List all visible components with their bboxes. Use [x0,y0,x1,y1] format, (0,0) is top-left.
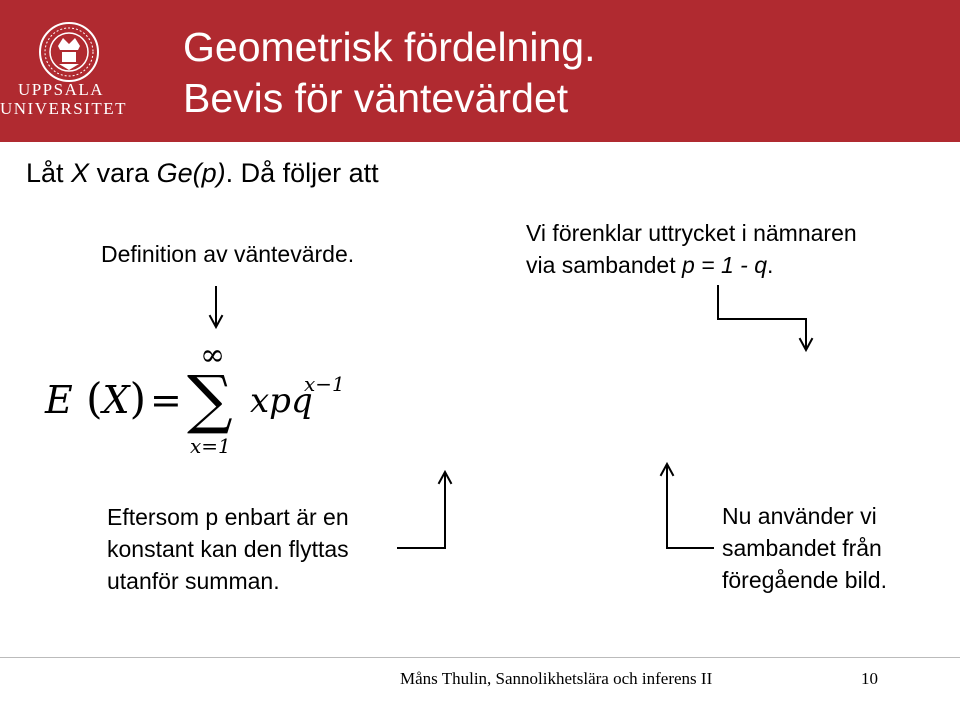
logo-text-uppsala: UPPSALA [17,80,105,99]
footer-author-course: Måns Thulin, Sannolikhetslära och inferens II [400,669,713,688]
formula-exponent: x−1 [304,372,345,396]
slide-title-line1: Geometrisk fördelning. [183,24,596,70]
formula-sum-lower: x=1 [190,434,231,458]
relation-note-line2: sambandet från [722,535,882,561]
formula-equals: = [150,378,182,422]
constant-note-line1: Eftersom p enbart är en [107,504,349,530]
formula-term: xpq [250,381,313,421]
formula-sigma: ∑ [187,363,233,437]
footer-page-number: 10 [861,669,878,688]
simplify-note-expression: p = 1 - q [681,252,768,278]
relation-up-arrow-icon [661,464,713,548]
constant-up-arrow-icon [398,472,451,548]
definition-down-arrow-icon [210,287,222,327]
formula-open-paren: ( [72,374,103,423]
simplify-note-prefix: via sambandet [526,252,682,278]
intro-suffix: . Då följer att [225,158,379,188]
intro-middle: vara [89,158,157,188]
formula-argument: X [102,378,130,422]
intro-prefix: Låt [26,158,72,188]
constant-note-line2: konstant kan den flyttas [107,536,349,562]
constant-note-line3: utanför summan. [107,568,280,594]
simplify-note-suffix: . [767,252,774,278]
formula-close-paren: ) [129,374,146,423]
slide-title-line2: Bevis för väntevärdet [183,75,569,121]
relation-note-line1: Nu använder vi [722,503,877,529]
relation-note-line3: föregående bild. [722,567,887,593]
intro-variable: X [71,158,90,188]
definition-note: Definition av väntevärde. [101,241,355,267]
simplify-note-line1: Vi förenklar uttrycket i nämnaren [526,220,857,246]
formula-expectation-symbol: E [45,378,73,422]
simplify-bent-arrow-icon [718,286,812,350]
logo-text-universitet: UNIVERSITET [0,99,127,118]
footer-divider [0,657,960,658]
formula-sum-upper: ∞ [200,338,225,373]
intro-distribution: Ge(p) [156,158,226,188]
